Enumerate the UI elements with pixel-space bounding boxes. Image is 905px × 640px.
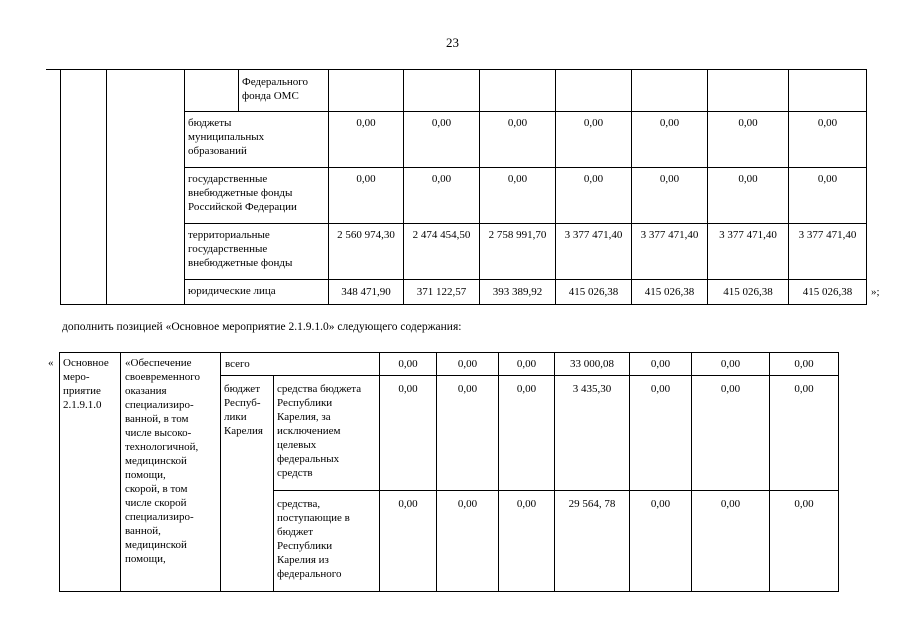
table-cell: 0,00 xyxy=(720,383,741,395)
table-cell: 371 122,57 xyxy=(416,286,467,298)
table-cell: 3 377 471,40 xyxy=(640,229,699,241)
table-2 xyxy=(59,352,839,592)
table-cell: 0,00 xyxy=(356,173,376,185)
budget-label: бюджет Респуб- лики Карелия xyxy=(224,383,263,437)
table-cell: 0,00 xyxy=(720,358,741,370)
table-cell: 0,00 xyxy=(794,358,814,370)
table-cell: 3 377 471,40 xyxy=(798,229,857,241)
table-cell: 3 377 471,40 xyxy=(719,229,777,241)
table-cell: 0,00 xyxy=(650,358,671,370)
table-cell: 0,00 xyxy=(817,117,838,129)
row-label-territorial-funds: территориальные государственные внебюджетные фонды xyxy=(188,229,293,269)
table-cell: 0,00 xyxy=(794,498,814,510)
table-cell: 415 026,38 xyxy=(802,286,853,298)
table-cell: 393 389,92 xyxy=(492,286,543,298)
table-cell: 0,00 xyxy=(507,173,528,185)
table-cell: 33 000,08 xyxy=(570,358,614,370)
table-cell: 0,00 xyxy=(738,173,758,185)
table-cell: 0,00 xyxy=(794,383,814,395)
table-cell: 0,00 xyxy=(650,498,671,510)
table-cell: 0,00 xyxy=(457,498,478,510)
instruction-text: дополнить позицией «Основное мероприятие 2.1.9.1.0» следующего содержания: xyxy=(62,321,462,333)
row-label-municipal: бюджеты муниципальных образований xyxy=(188,117,265,157)
sub2-label: средства, поступающие в бюджет Республики Карелия из федерального xyxy=(277,498,350,580)
table-cell: 0,00 xyxy=(431,117,452,129)
page-number: 23 xyxy=(446,35,459,50)
table-cell: 0,00 xyxy=(516,358,537,370)
table2-open-quote: « xyxy=(48,357,54,369)
closing-quote: »; xyxy=(871,286,880,298)
table-cell: 0,00 xyxy=(738,117,758,129)
table-cell: 0,00 xyxy=(356,117,376,129)
sub1-label: средства бюджета Республики Карелия, за исключением целевых федеральных средств xyxy=(277,383,362,479)
table-cell: 0,00 xyxy=(650,383,671,395)
table-cell: 0,00 xyxy=(516,498,537,510)
table-cell: 0,00 xyxy=(720,498,741,510)
table-cell: 3 435,30 xyxy=(572,383,612,395)
table-1 xyxy=(60,69,880,305)
table-cell: 0,00 xyxy=(398,498,418,510)
table-cell: 348 471,90 xyxy=(341,286,391,298)
table-cell: 0,00 xyxy=(507,117,528,129)
table-cell: 0,00 xyxy=(817,173,838,185)
table-cell: 415 026,38 xyxy=(723,286,773,298)
table-cell: 29 564, 78 xyxy=(568,498,616,510)
table-cell: 3 377 471,40 xyxy=(564,229,623,241)
row-label-legal-entities: юридические лица xyxy=(188,285,276,297)
total-label: всего xyxy=(225,358,250,370)
row-label-state-funds: государственные внебюджетные фонды Российской Федерации xyxy=(188,173,297,213)
table-cell: 0,00 xyxy=(457,383,478,395)
table-cell: 415 026,38 xyxy=(568,286,619,298)
table-cell: 0,00 xyxy=(659,173,680,185)
table-cell: 0,00 xyxy=(457,358,478,370)
fund-label: Федерального фонда ОМС xyxy=(242,76,309,102)
table-cell: 0,00 xyxy=(398,383,418,395)
table-cell: 0,00 xyxy=(398,358,418,370)
measure-description: «Обеспечение своевременного оказания специализиро- ванной, в том числе высоко- технологичной, медицинской помощи, скорой, в том числе скорой специализиро- ванной, медицинской помощи, xyxy=(125,357,200,565)
table-cell: 0,00 xyxy=(659,117,680,129)
table-cell: 2 758 991,70 xyxy=(488,229,547,241)
table-cell: 2 474 454,50 xyxy=(412,229,471,241)
table-cell: 0,00 xyxy=(583,117,604,129)
table-cell: 2 560 974,30 xyxy=(337,229,395,241)
table-cell: 0,00 xyxy=(516,383,537,395)
table-cell: 0,00 xyxy=(431,173,452,185)
table-cell: 0,00 xyxy=(583,173,604,185)
measure-code: Основное меро- приятие 2.1.9.1.0 xyxy=(63,357,109,411)
table-cell: 415 026,38 xyxy=(644,286,695,298)
